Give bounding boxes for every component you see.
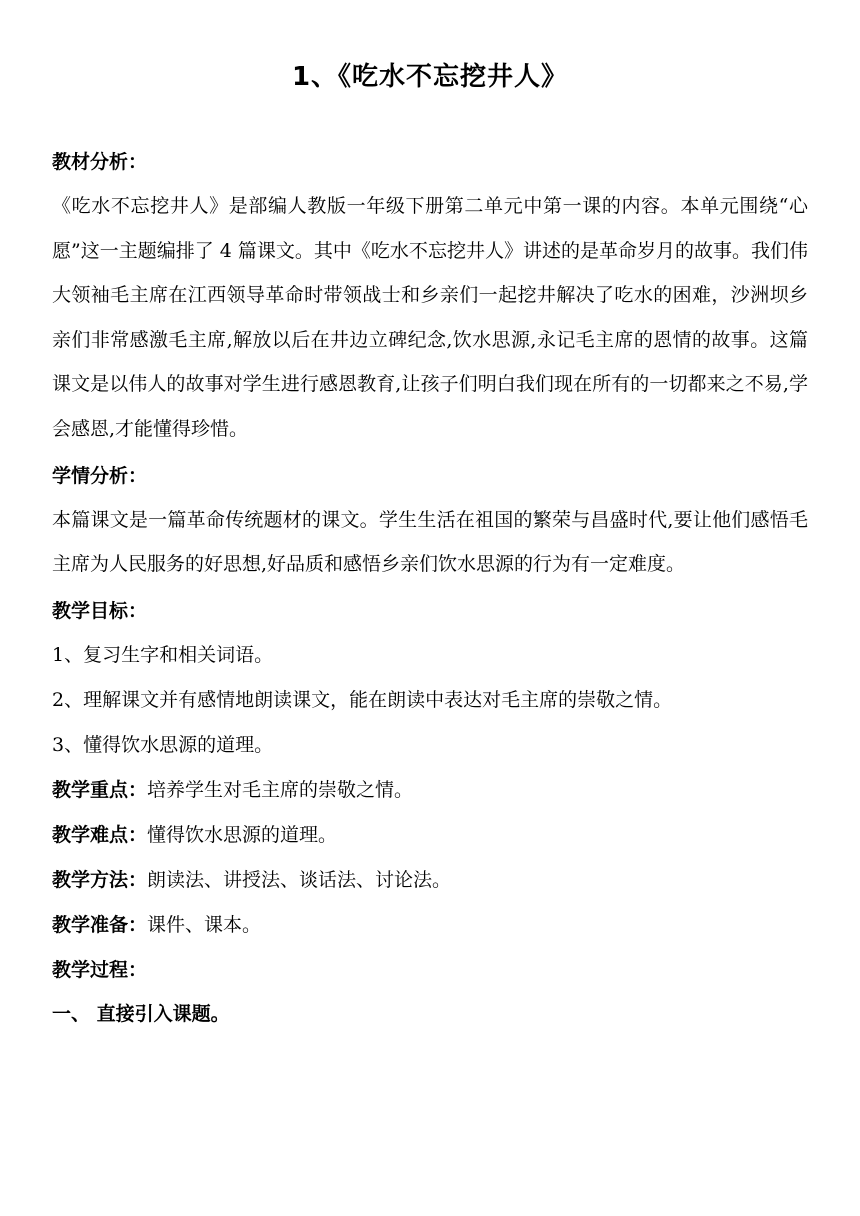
methods-row <box>52 866 808 894</box>
learner-analysis-body: 本篇课文是一篇革命传统题材的课文。学生生活在祖国的繁荣与昌盛时代,要让他们感悟毛主席为人民服务的好思想,好品质和感悟乡亲们饮水思源的行为有一定难度。 <box>52 508 808 576</box>
teaching-goal-item: 1、复习生字和相关词语。 <box>52 643 274 666</box>
document-title: 1、《吃水不忘挖井人》 <box>291 62 569 92</box>
textbook-analysis-body: 《吃水不忘挖井人》是部编人教版一年级下册第二单元中第一课的内容。本单元围绕“心愿”这一主题编排了 4 篇课文。其中《吃水不忘挖井人》讲述的是革命岁月的故事。我们伟大领袖毛主席在江西领导革命时带领战士和乡亲们一起挖井解决了吃水的困难，沙洲坝乡亲们非常感激毛主席,解放以后在井边立碑纪念,饮水思源,永记毛主席的恩情的故事。这篇课文是以伟人的故事对学生进行感恩教育,让孩子们明白我们现在所有的一切都来之不易,学会感恩,才能懂得珍惜。 <box>52 195 808 440</box>
key-point-value: 培养学生对毛主席的崇敬之情。 <box>147 778 414 801</box>
difficulty-value: 懂得饮水思源的道理。 <box>147 823 338 846</box>
learner-analysis-heading: 学情分析： <box>52 464 148 487</box>
preparation-label: 教学准备： <box>52 913 148 936</box>
process-heading: 教学过程： <box>52 958 148 981</box>
preparation-value: 课件、课本。 <box>147 913 262 936</box>
process-step-heading: 一、 直接引入课题。 <box>52 1002 230 1025</box>
preparation-row <box>52 911 808 939</box>
difficulty-row <box>52 821 808 849</box>
textbook-analysis-heading: 教材分析： <box>52 151 148 173</box>
difficulty-label: 教学难点： <box>52 823 148 846</box>
teaching-goals-heading: 教学目标： <box>52 599 148 622</box>
methods-label: 教学方法： <box>52 868 148 891</box>
methods-value: 朗读法、讲授法、谈话法、讨论法。 <box>147 868 452 891</box>
teaching-goal-item: 3、懂得饮水思源的道理。 <box>52 733 274 756</box>
key-point-row <box>52 776 808 804</box>
key-point-label: 教学重点： <box>52 778 148 801</box>
teaching-goal-item: 2、理解课文并有感情地朗读课文，能在朗读中表达对毛主席的崇敬之情。 <box>52 688 673 711</box>
document-content <box>52 148 808 1044</box>
